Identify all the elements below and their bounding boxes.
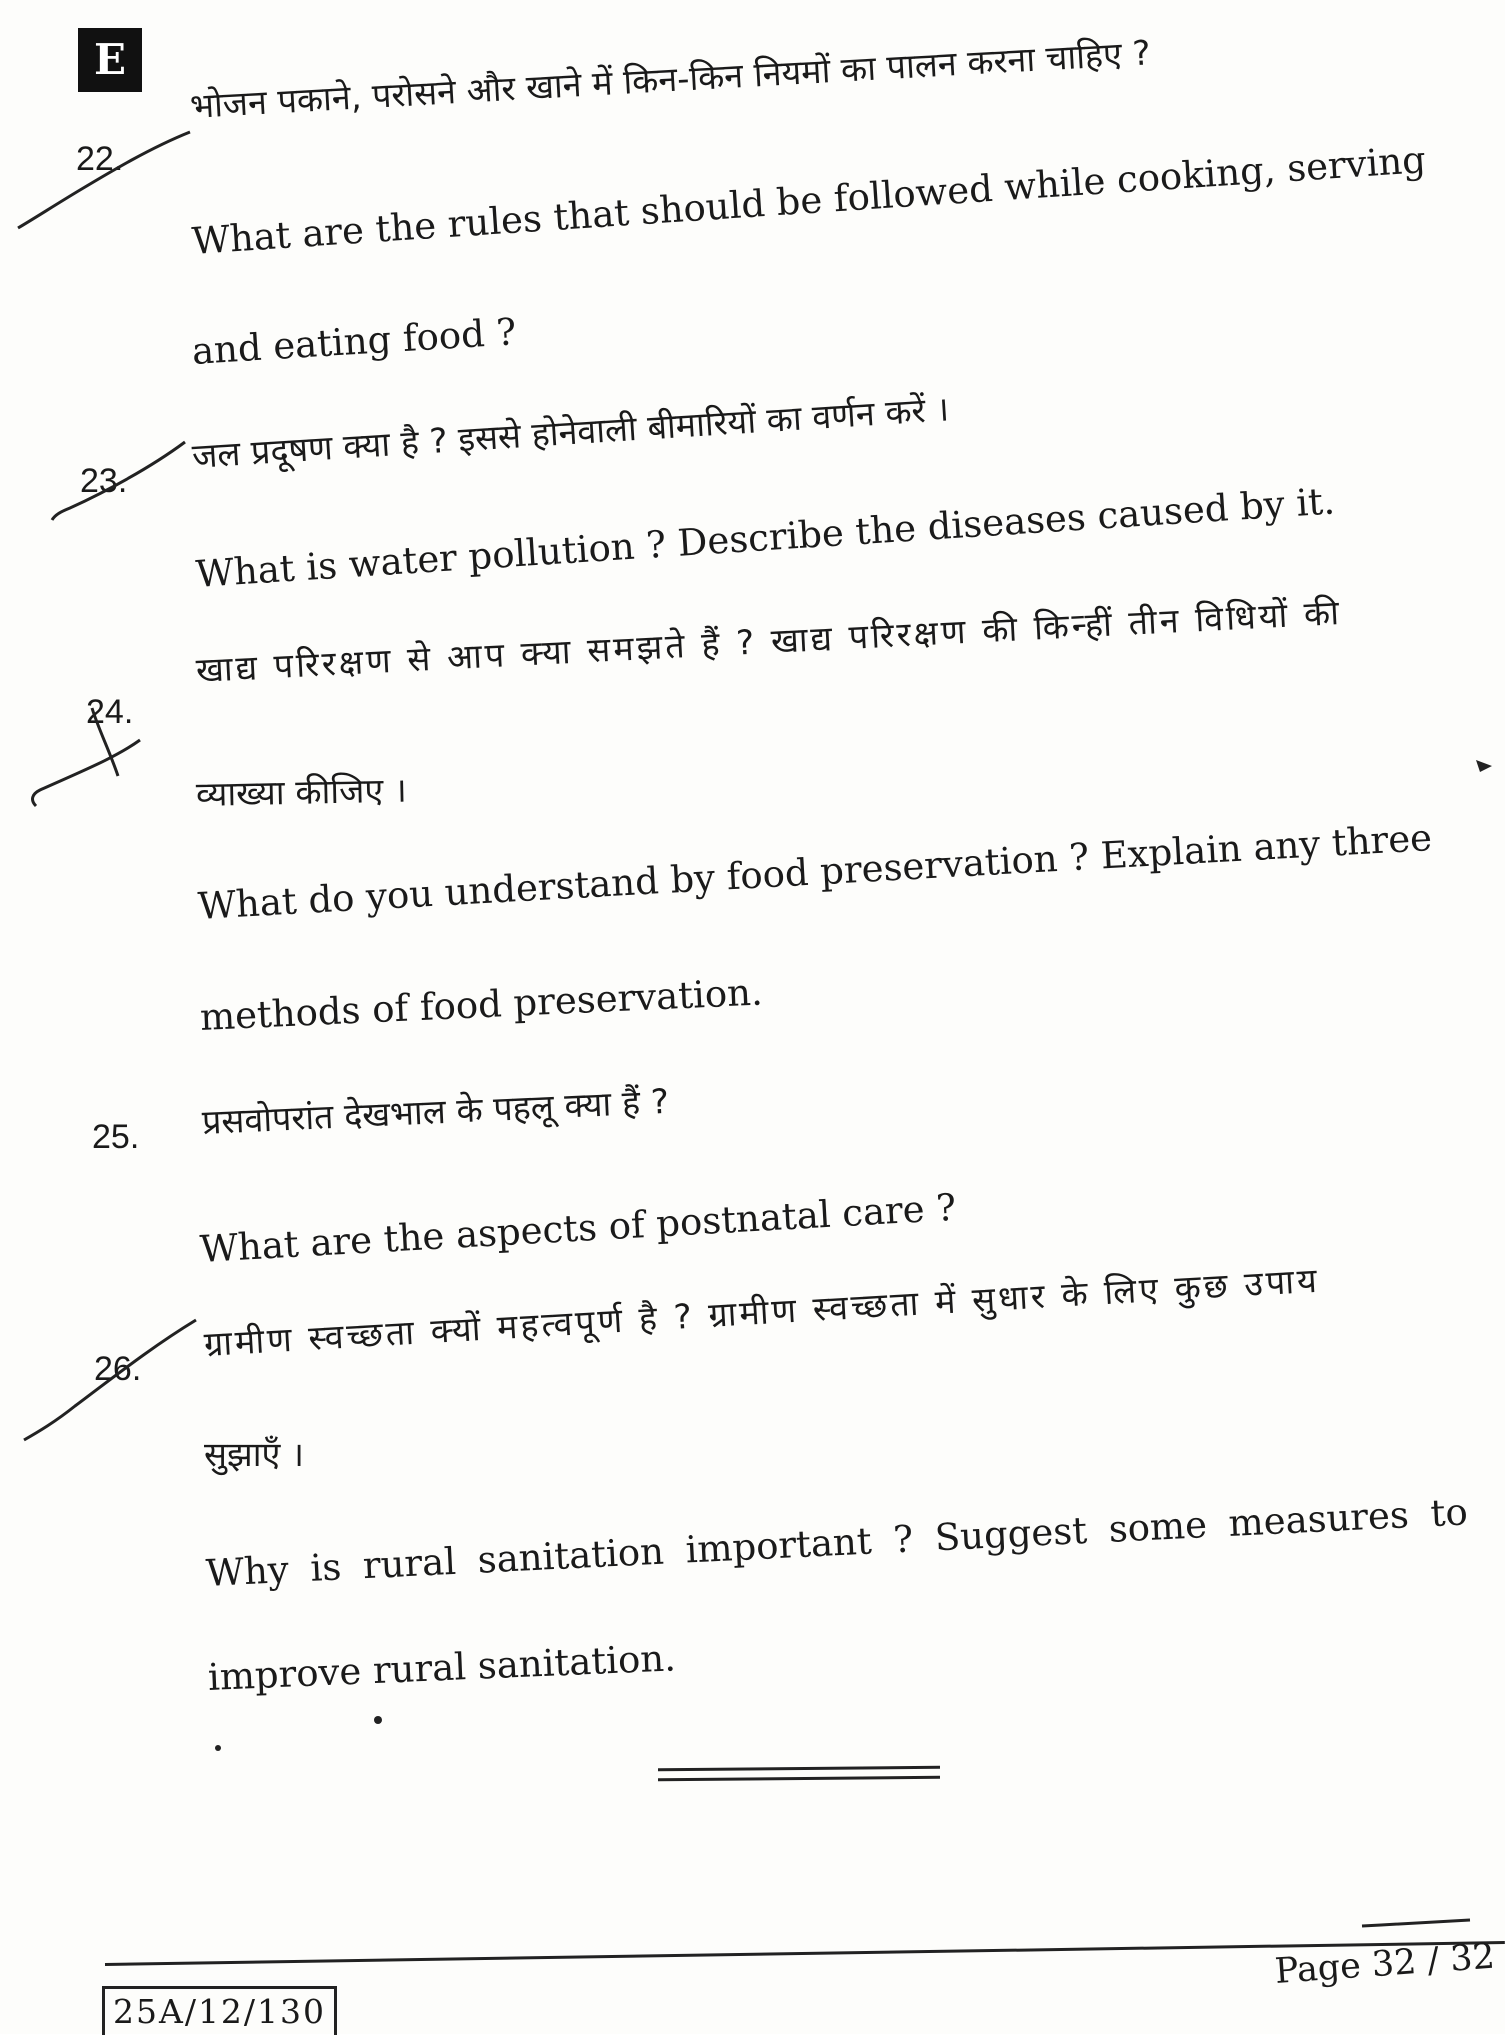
question-number-25: 25.	[92, 1118, 140, 1156]
question-24-english-line-2: methods of food preservation.	[199, 970, 764, 1039]
question-22-english-line-2: and eating food ?	[190, 310, 518, 373]
question-24-hindi-line-1: खाद्य परिरक्षण से आप क्या समझते हैं ? खाद्य परिरक्षण की किन्हीं तीन विधियों की	[195, 592, 1343, 691]
section-badge: E	[78, 28, 142, 92]
question-number-23: 23.	[80, 462, 128, 500]
question-23-english-line-1: What is water pollution ? Describe the diseases caused by it.	[194, 479, 1337, 596]
question-25-hindi-line-1: प्रसवोपरांत देखभाल के पहलू क्या हैं ?	[201, 1081, 670, 1143]
question-26-hindi-line-1: ग्रामीण स्वच्छता क्यों महत्वपूर्ण है ? ग्रामीण स्वच्छता में सुधार के लिए कुछ उपाय	[202, 1260, 1321, 1365]
question-26-english-line-1: Why is rural sanitation important ? Suggest some measures to	[204, 1490, 1469, 1595]
question-number-24: 24.	[86, 693, 134, 731]
question-22-english-line-1: What are the rules that should be followed while cooking, serving	[190, 138, 1428, 263]
question-number-22: 22.	[76, 140, 124, 178]
question-24-english-line-1: What do you understand by food preservation ? Explain any three	[196, 816, 1434, 928]
question-26-english-line-2: improve rural sanitation.	[207, 1636, 677, 1699]
question-25-english-line-1: What are the aspects of postnatal care ?	[198, 1185, 958, 1271]
end-rule-lower	[658, 1776, 940, 1781]
question-22-hindi-line-1: भोजन पकाने, परोसने और खाने में किन-किन नियमों का पालन करना चाहिए ?	[188, 33, 1152, 127]
end-rule-upper	[658, 1766, 940, 1771]
question-24-hindi-line-2: व्याख्या कीजिए ।	[195, 770, 408, 815]
paper-code: 25A/12/130	[102, 1986, 337, 2035]
question-26-hindi-line-2: सुझाएँ ।	[204, 1435, 304, 1475]
page-number: Page 32 / 32	[1273, 1936, 1497, 1992]
question-23-hindi-line-1: जल प्रदूषण क्या है ? इससे होनेवाली बीमारियों का वर्णन करें ।	[190, 389, 951, 477]
question-number-26: 26.	[94, 1350, 142, 1388]
